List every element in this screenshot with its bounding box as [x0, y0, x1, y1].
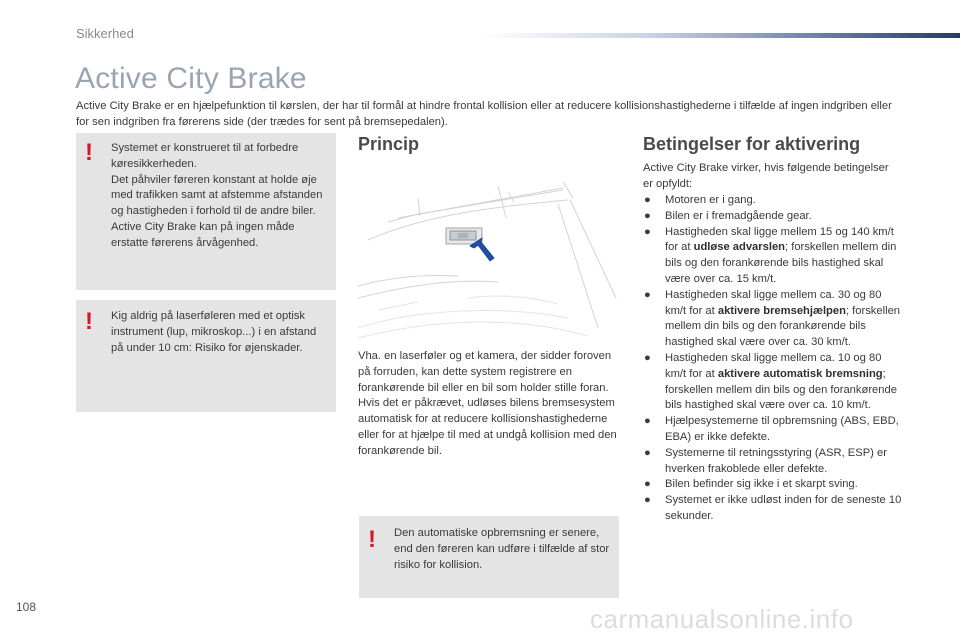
windshield-sensor-illustration	[358, 178, 620, 344]
list-item: ● Hjælpesystemerne til opbremsning (ABS, EBD, EBA) er ikke defekte.	[644, 415, 899, 443]
list-item: ● Hastigheden skal ligge mellem 15 og 140 km/t for at udløse advarslen; forskellen mellem din bils og den forankørende bils hastighed skal være over ca. 15 km/t.	[644, 225, 897, 285]
warning-text: Kig aldrig på laserføleren med et optisk instrument (lup, mikroskop...) i en afstand på under 10 cm: Risiko for øjenskader.	[111, 310, 317, 354]
list-item: ● Hastigheden skal ligge mellem ca. 10 og 80 km/t for at aktivere automatisk bremsning; forskellen mellem din bils og den forankørende bils hastighed skal være over ca. 10 km/t.	[644, 351, 897, 412]
warning-icon: !	[85, 139, 93, 166]
warning-box-laser	[76, 300, 336, 412]
conditions-list	[643, 193, 903, 525]
bullet-icon: ●	[644, 478, 651, 491]
betingelser-heading: Betingelser for aktivering	[643, 134, 861, 154]
bullet-icon: ●	[644, 446, 651, 459]
warning-icon: !	[85, 308, 93, 335]
princip-heading: Princip	[358, 134, 420, 154]
header-accent-bar	[480, 33, 960, 38]
list-item: ● Systemerne til retningsstyring (ASR, ESP) er hverken frakoblede eller defekte.	[644, 446, 887, 475]
bullet-icon: ●	[644, 194, 651, 206]
warning-box-safety	[76, 133, 336, 290]
page-title: Active City Brake	[75, 62, 307, 95]
list-item: ● Hastigheden skal ligge mellem ca. 30 og 80 km/t for at aktivere bremsehjælpen; forskellen mellem din bils og den forankørende bils hastighed skal være over ca. 30 km/t.	[644, 288, 901, 349]
list-item: ● Motoren er i gang.	[643, 193, 903, 209]
bullet-icon: ●	[644, 351, 651, 364]
page-number: 108	[16, 600, 37, 614]
bullet-icon: ●	[644, 415, 651, 428]
list-item: ● Bilen befinder sig ikke i et skarpt sving.	[643, 477, 903, 493]
warning-text: Den automatiske opbremsning er senere, end den føreren kan udføre i tilfælde af stor risiko for kollision.	[394, 527, 610, 571]
bullet-icon: ●	[644, 494, 651, 507]
princip-text: Vha. en laserføler og et kamera, der sidder foroven på forruden, kan dette system registrere en forankørende bil eller en bil som holder stille foran. Hvis det er påkrævet, udløses bilens bremsesystem automatisk for at reducere kollisionshastighederne eller for at hjælpe til med at undgå kollision med den forankørende bil.	[358, 350, 617, 457]
bullet-icon: ●	[644, 225, 651, 238]
section-label: Sikkerhed	[76, 26, 134, 41]
bullet-icon: ●	[644, 288, 651, 301]
watermark: carmanualsonline.info	[590, 604, 854, 634]
warning-icon: !	[368, 526, 376, 553]
list-item: ● Bilen er i fremadgående gear.	[643, 209, 903, 225]
warning-box-braking	[359, 516, 619, 598]
bullet-icon: ●	[644, 209, 651, 222]
intro-paragraph: Active City Brake er en hjælpefunktion til kørslen, der har til formål at hindre frontal kollision eller at reducere kollisionshastighederne i tilfælde af ingen indgriben eller for sen indgriben fra førerens side (der trædes for sent på bremsepedalen).	[76, 100, 892, 128]
conditions-intro: Active City Brake virker, hvis følgende betingelser er opfyldt:	[643, 162, 889, 190]
warning-text: Systemet er konstrueret til at forbedre køresikkerheden. Det påhviler føreren konstant at holde øje med trafikken samt at afstemme afstanden og hastigheden i forhold til de andre biler. Active City Brake kan på ingen måde erstatte førerens årvågenhed.	[111, 142, 323, 249]
list-item: ● Systemet er ikke udløst inden for de seneste 10 sekunder.	[644, 494, 902, 522]
